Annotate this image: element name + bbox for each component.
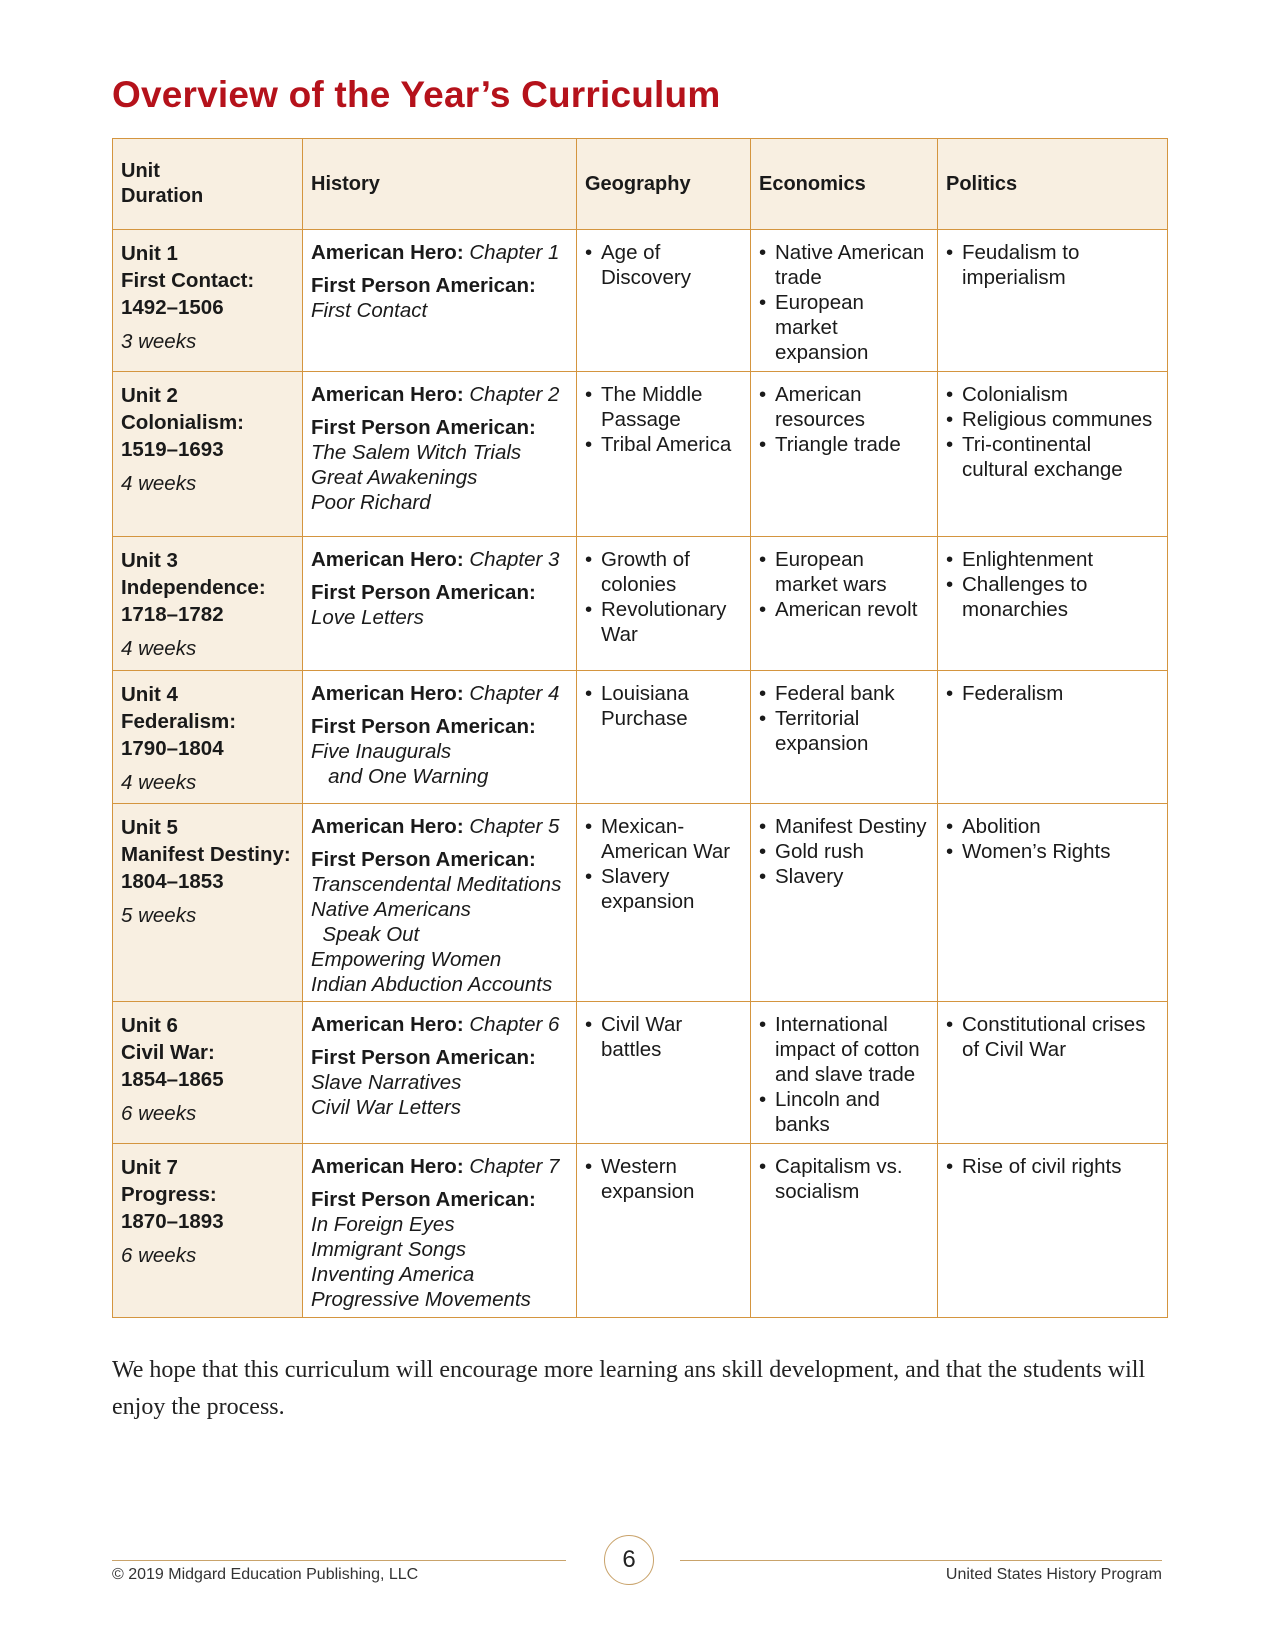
first-person-american-item: Civil War Letters <box>311 1096 461 1119</box>
history-cell <box>303 1002 577 1144</box>
unit-dates: 1854–1865 <box>121 1068 224 1091</box>
politics-list <box>946 681 1159 706</box>
american-hero-label: American Hero: <box>311 548 464 571</box>
american-hero-label: American Hero: <box>311 1013 464 1036</box>
header-politics: Politics <box>938 139 1168 230</box>
history-cell <box>303 804 577 1002</box>
unit-number: Unit 5 <box>121 816 178 839</box>
unit-row <box>113 230 1168 372</box>
economics-item: • Slavery <box>759 864 929 889</box>
unit-name: Progress: <box>121 1183 217 1206</box>
unit-cell <box>113 230 303 372</box>
geography-item: • Mexican-American War <box>585 814 742 864</box>
unit-cell <box>113 804 303 1002</box>
american-hero-line <box>311 240 568 265</box>
first-person-american-label: First Person American: <box>311 848 536 871</box>
economics-item: • American resources <box>759 382 929 432</box>
page-title: Overview of the Year’s Curriculum <box>112 74 721 115</box>
politics-cell <box>938 671 1168 804</box>
unit-number: Unit 3 <box>121 549 178 572</box>
header-unit: Unit <box>121 160 160 182</box>
unit-name: First Contact: <box>121 269 255 292</box>
unit-name: Independence: <box>121 576 266 599</box>
politics-item: • Challenges to monarchies <box>946 572 1159 622</box>
economics-item: • American revolt <box>759 597 929 622</box>
header-geography: Geography <box>577 139 751 230</box>
header-unit-duration <box>113 139 303 230</box>
unit-weeks: 6 weeks <box>121 1102 197 1125</box>
first-person-american-label: First Person American: <box>311 274 536 297</box>
economics-cell <box>751 537 938 671</box>
unit-weeks: 4 weeks <box>121 472 197 495</box>
geography-item: • Western expansion <box>585 1154 742 1204</box>
unit-row <box>113 372 1168 537</box>
footer-copyright: © 2019 Midgard Education Publishing, LLC <box>112 1566 419 1583</box>
unit-weeks: 6 weeks <box>121 1244 197 1267</box>
economics-item: • European market wars <box>759 547 929 597</box>
economics-list <box>759 382 929 457</box>
first-person-american-item: Love Letters <box>311 606 424 629</box>
economics-list <box>759 1012 929 1137</box>
history-cell <box>303 1144 577 1318</box>
american-hero-label: American Hero: <box>311 1155 464 1178</box>
american-hero-line <box>311 814 568 839</box>
american-hero-line <box>311 681 568 706</box>
unit-weeks: 4 weeks <box>121 637 197 660</box>
economics-list <box>759 240 929 365</box>
geography-cell <box>577 537 751 671</box>
politics-item: • Feudalism to imperialism <box>946 240 1159 290</box>
economics-cell <box>751 1002 938 1144</box>
unit-number: Unit 7 <box>121 1156 178 1179</box>
politics-cell <box>938 537 1168 671</box>
politics-list <box>946 1012 1159 1062</box>
american-hero-chapter: Chapter 6 <box>469 1013 560 1036</box>
politics-list <box>946 240 1159 290</box>
geography-item: • The Middle Passage <box>585 382 742 432</box>
first-person-american-item: Great Awakenings <box>311 466 478 489</box>
unit-number: Unit 2 <box>121 384 178 407</box>
header-history: History <box>303 139 577 230</box>
american-hero-line <box>311 1154 568 1179</box>
first-person-american-item: Empowering Women <box>311 948 502 971</box>
unit-cell <box>113 1002 303 1144</box>
unit-row <box>113 1002 1168 1144</box>
economics-cell <box>751 372 938 537</box>
american-hero-chapter: Chapter 4 <box>469 682 560 705</box>
unit-weeks: 3 weeks <box>121 330 197 353</box>
economics-cell <box>751 804 938 1002</box>
unit-row <box>113 537 1168 671</box>
economics-item: • International impact of cotton and slave trade <box>759 1012 929 1087</box>
first-person-american-item: The Salem Witch Trials <box>311 441 522 464</box>
american-hero-chapter: Chapter 3 <box>469 548 560 571</box>
economics-cell <box>751 1144 938 1318</box>
economics-item: • Territorial expansion <box>759 706 929 756</box>
politics-item: • Rise of civil rights <box>946 1154 1159 1179</box>
economics-item: • Triangle trade <box>759 432 929 457</box>
american-hero-chapter: Chapter 1 <box>469 241 560 264</box>
first-person-american-item: In Foreign Eyes <box>311 1213 455 1236</box>
politics-cell <box>938 372 1168 537</box>
geography-list <box>585 814 742 914</box>
american-hero-chapter: Chapter 2 <box>469 383 560 406</box>
unit-row <box>113 804 1168 1002</box>
unit-number: Unit 4 <box>121 683 178 706</box>
unit-dates: 1790–1804 <box>121 737 224 760</box>
geography-item: • Slavery expansion <box>585 864 742 914</box>
unit-name: Manifest Destiny: <box>121 843 291 866</box>
economics-list <box>759 1154 929 1204</box>
politics-list <box>946 547 1159 622</box>
geography-list <box>585 1012 742 1062</box>
unit-cell <box>113 671 303 804</box>
curriculum-table <box>112 138 1168 1318</box>
first-person-american-item: Poor Richard <box>311 491 431 514</box>
economics-list <box>759 681 929 756</box>
unit-number: Unit 1 <box>121 242 178 265</box>
first-person-american-item: and One Warning <box>311 765 489 788</box>
first-person-american-item: First Contact <box>311 299 428 322</box>
geography-cell <box>577 671 751 804</box>
geography-item: • Civil War battles <box>585 1012 742 1062</box>
unit-cell <box>113 372 303 537</box>
american-hero-chapter: Chapter 7 <box>469 1155 560 1178</box>
history-cell <box>303 537 577 671</box>
first-person-american-item: Transcendental Meditations <box>311 873 562 896</box>
economics-item: • European market expansion <box>759 290 929 365</box>
american-hero-line <box>311 382 568 407</box>
first-person-american-item: Indian Abduction Accounts <box>311 973 553 996</box>
american-hero-label: American Hero: <box>311 815 464 838</box>
history-cell <box>303 372 577 537</box>
footer-rule-left <box>112 1560 566 1561</box>
history-cell <box>303 230 577 372</box>
page-number: 6 <box>604 1535 654 1585</box>
unit-weeks: 5 weeks <box>121 904 197 927</box>
geography-cell <box>577 1144 751 1318</box>
economics-item: • Lincoln and banks <box>759 1087 929 1137</box>
economics-list <box>759 814 929 889</box>
first-person-american-item: Slave Narratives <box>311 1071 462 1094</box>
politics-cell <box>938 804 1168 1002</box>
geography-item: • Louisiana Purchase <box>585 681 742 731</box>
closing-paragraph: We hope that this curriculum will encourage more learning ans skill development, and that the students will enjoy the process. <box>112 1357 1146 1420</box>
economics-item: • Gold rush <box>759 839 929 864</box>
american-hero-line <box>311 1012 568 1037</box>
geography-list <box>585 1154 742 1204</box>
unit-name: Colonialism: <box>121 411 245 434</box>
unit-dates: 1718–1782 <box>121 603 224 626</box>
politics-item: • Women’s Rights <box>946 839 1159 864</box>
first-person-american-item: Immigrant Songs <box>311 1238 466 1261</box>
first-person-american-item: Progressive Movements <box>311 1288 531 1311</box>
footer-program: United States History Program <box>945 1566 1162 1583</box>
first-person-american-label: First Person American: <box>311 1046 536 1069</box>
unit-name: Federalism: <box>121 710 237 733</box>
american-hero-label: American Hero: <box>311 682 464 705</box>
economics-item: • Federal bank <box>759 681 929 706</box>
first-person-american-label: First Person American: <box>311 581 536 604</box>
economics-cell <box>751 230 938 372</box>
unit-dates: 1519–1693 <box>121 438 224 461</box>
geography-list <box>585 681 742 731</box>
unit-row <box>113 671 1168 804</box>
first-person-american-item: Five Inaugurals <box>311 740 452 763</box>
politics-item: • Federalism <box>946 681 1159 706</box>
header-duration: Duration <box>121 185 204 207</box>
politics-item: • Constitutional crises of Civil War <box>946 1012 1159 1062</box>
geography-item: • Tribal America <box>585 432 742 457</box>
first-person-american-item: Inventing America <box>311 1263 475 1286</box>
geography-cell <box>577 1002 751 1144</box>
unit-name: Civil War: <box>121 1041 215 1064</box>
economics-list <box>759 547 929 622</box>
history-cell <box>303 671 577 804</box>
economics-item: • Manifest Destiny <box>759 814 929 839</box>
politics-item: • Enlightenment <box>946 547 1159 572</box>
politics-list <box>946 1154 1159 1179</box>
geography-cell <box>577 372 751 537</box>
geography-item: • Revolutionary War <box>585 597 742 647</box>
economics-item: • Capitalism vs. socialism <box>759 1154 929 1204</box>
american-hero-line <box>311 547 568 572</box>
unit-dates: 1870–1893 <box>121 1210 224 1233</box>
american-hero-label: American Hero: <box>311 241 464 264</box>
economics-cell <box>751 671 938 804</box>
geography-list <box>585 382 742 457</box>
unit-cell <box>113 1144 303 1318</box>
unit-dates: 1804–1853 <box>121 870 224 893</box>
unit-number: Unit 6 <box>121 1014 178 1037</box>
geography-list <box>585 240 742 290</box>
geography-item: • Age of Discovery <box>585 240 742 290</box>
economics-item: • Native American trade <box>759 240 929 290</box>
politics-cell <box>938 1002 1168 1144</box>
first-person-american-item: Native Americans <box>311 898 471 921</box>
unit-dates: 1492–1506 <box>121 296 224 319</box>
geography-list <box>585 547 742 647</box>
politics-cell <box>938 230 1168 372</box>
politics-item: • Colonialism <box>946 382 1159 407</box>
unit-row <box>113 1144 1168 1318</box>
politics-list <box>946 382 1159 482</box>
geography-item: • Growth of colonies <box>585 547 742 597</box>
first-person-american-label: First Person American: <box>311 416 536 439</box>
first-person-american-item: Speak Out <box>311 923 420 946</box>
first-person-american-label: First Person American: <box>311 715 536 738</box>
geography-cell <box>577 230 751 372</box>
politics-list <box>946 814 1159 864</box>
politics-cell <box>938 1144 1168 1318</box>
footer-rule-right <box>680 1560 1162 1561</box>
politics-item: • Religious communes <box>946 407 1159 432</box>
american-hero-chapter: Chapter 5 <box>469 815 560 838</box>
unit-cell <box>113 537 303 671</box>
politics-item: • Tri-continental cultural exchange <box>946 432 1159 482</box>
header-row <box>113 139 1168 230</box>
unit-weeks: 4 weeks <box>121 771 197 794</box>
first-person-american-label: First Person American: <box>311 1188 536 1211</box>
geography-cell <box>577 804 751 1002</box>
header-economics: Economics <box>751 139 938 230</box>
american-hero-label: American Hero: <box>311 383 464 406</box>
politics-item: • Abolition <box>946 814 1159 839</box>
